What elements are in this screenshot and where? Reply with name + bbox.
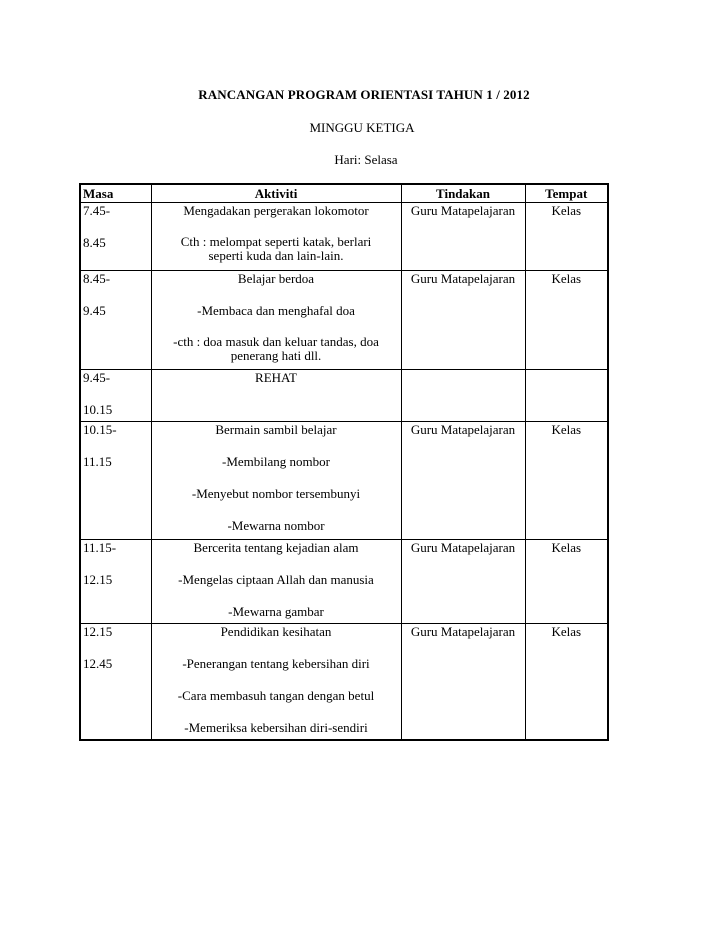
tindakan-text: Guru Matapelajaran	[410, 624, 516, 639]
aktiviti-line: -cth : doa masuk dan keluar tandas, doa	[173, 334, 379, 349]
table-header-row	[80, 184, 608, 203]
tindakan-cell	[401, 203, 525, 271]
masa-start: 12.15	[83, 624, 113, 639]
aktiviti-line: -Mewarna nombor	[227, 518, 325, 533]
header-tindakan: Tindakan	[401, 184, 525, 203]
masa-start: 11.15-	[83, 540, 117, 555]
aktiviti-line: Cth : melompat seperti katak, berlari	[180, 234, 372, 249]
aktiviti-cell	[151, 422, 401, 540]
day-label: Hari: Selasa	[334, 152, 398, 167]
masa-end: 11.15	[83, 454, 112, 469]
header-aktiviti: Aktiviti	[151, 184, 401, 203]
table-row	[80, 271, 608, 370]
aktiviti-line: Pendidikan kesihatan	[220, 624, 332, 639]
tempat-text: Kelas	[551, 624, 582, 639]
aktiviti-cell	[151, 203, 401, 271]
masa-cell	[80, 271, 151, 370]
aktiviti-line: -Membilang nombor	[222, 454, 330, 469]
tempat-cell	[525, 540, 608, 624]
masa-start: 9.45-	[83, 370, 111, 385]
header-masa: Masa	[80, 184, 151, 203]
tindakan-text: Guru Matapelajaran	[410, 422, 516, 437]
aktiviti-line: -Mewarna gambar	[228, 604, 324, 619]
masa-end: 8.45	[83, 235, 106, 250]
masa-cell	[80, 203, 151, 271]
masa-cell	[80, 370, 151, 422]
table-row	[80, 624, 608, 740]
aktiviti-cell	[151, 624, 401, 740]
tindakan-text: Guru Matapelajaran	[410, 203, 516, 218]
tempat-text: Kelas	[551, 422, 582, 437]
table-row	[80, 203, 608, 271]
tempat-text: Kelas	[551, 540, 582, 555]
header-tempat: Tempat	[525, 184, 608, 203]
masa-end: 12.45	[83, 656, 113, 671]
table-row	[80, 370, 608, 422]
tindakan-text: Guru Matapelajaran	[410, 540, 516, 555]
aktiviti-cell	[151, 271, 401, 370]
table-row	[80, 422, 608, 540]
tindakan-cell	[401, 624, 525, 740]
aktiviti-line: Mengadakan pergerakan lokomotor	[183, 203, 369, 218]
aktiviti-cell	[151, 370, 401, 422]
masa-end: 9.45	[83, 303, 106, 318]
week-label: MINGGU KETIGA	[309, 120, 415, 135]
aktiviti-line: -Cara membasuh tangan dengan betul	[177, 688, 375, 703]
aktiviti-line: Bermain sambil belajar	[215, 422, 337, 437]
aktiviti-line: -Mengelas ciptaan Allah dan manusia	[178, 572, 374, 587]
aktiviti-line: Bercerita tentang kejadian alam	[193, 540, 359, 555]
tindakan-text: Guru Matapelajaran	[410, 271, 516, 286]
table-row	[80, 540, 608, 624]
aktiviti-line: -Penerangan tentang kebersihan diri	[182, 656, 370, 671]
aktiviti-line: -Menyebut nombor tersembunyi	[191, 486, 361, 501]
aktiviti-line: REHAT	[255, 370, 297, 385]
aktiviti-line: -Membaca dan menghafal doa	[197, 303, 355, 318]
tempat-cell	[525, 624, 608, 740]
masa-cell	[80, 422, 151, 540]
masa-start: 8.45-	[83, 271, 111, 286]
aktiviti-cell	[151, 540, 401, 624]
tempat-cell	[525, 422, 608, 540]
tindakan-cell	[401, 422, 525, 540]
aktiviti-line: -Memeriksa kebersihan diri-sendiri	[184, 720, 368, 735]
schedule-table	[79, 183, 609, 741]
tempat-text: Kelas	[551, 203, 582, 218]
aktiviti-line: seperti kuda dan lain-lain.	[208, 248, 344, 263]
masa-cell	[80, 540, 151, 624]
tempat-cell	[525, 370, 608, 422]
tindakan-cell	[401, 271, 525, 370]
masa-end: 10.15	[83, 402, 113, 417]
masa-cell	[80, 624, 151, 740]
tempat-cell	[525, 271, 608, 370]
tindakan-cell	[401, 540, 525, 624]
aktiviti-line: Belajar berdoa	[237, 271, 315, 286]
masa-end: 12.15	[83, 572, 113, 587]
tindakan-cell	[401, 370, 525, 422]
document-title: RANCANGAN PROGRAM ORIENTASI TAHUN 1 / 2012	[198, 87, 530, 102]
tempat-text: Kelas	[551, 271, 582, 286]
tempat-cell	[525, 203, 608, 271]
aktiviti-line: penerang hati dll.	[230, 348, 322, 363]
masa-start: 10.15-	[83, 422, 117, 437]
masa-start: 7.45-	[83, 203, 111, 218]
